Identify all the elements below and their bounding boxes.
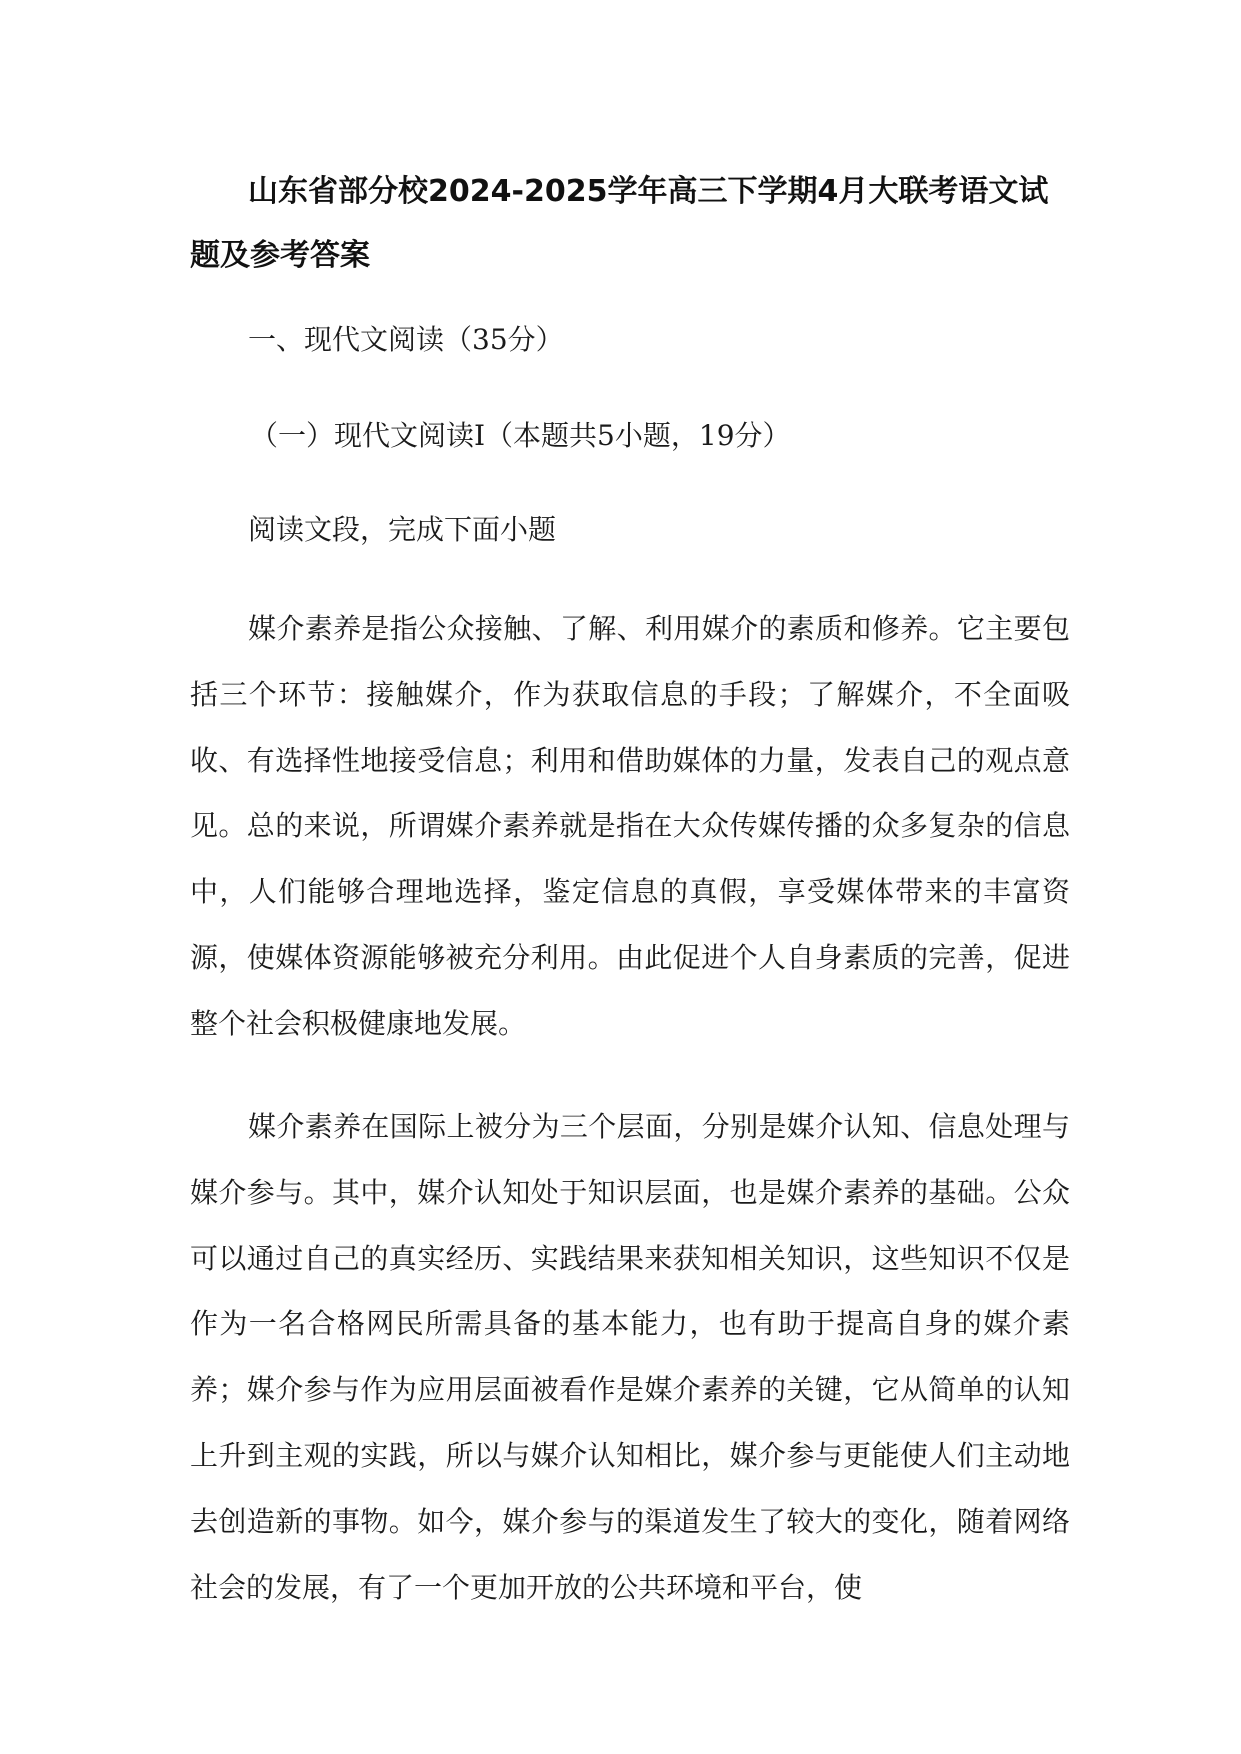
body-paragraph-2: 媒介素养在国际上被分为三个层面，分别是媒介认知、信息处理与媒介参与。其中，媒介认知处于知识层面，也是媒介素养的基础。公众可以通过自己的真实经历、实践结果来获知相关知识，这些知识不仅是作为一名合格网民所需具备的基本能力，也有助于提高自身的媒介素养；媒介参与作为应用层面被看作是媒介素养的关键，它从简单的认知上升到主观的实践，所以与媒介认知相比，媒介参与更能使人们主动地去创造新的事物。如今，媒介参与的渠道发生了较大的变化，随着网络社会的发展，有了一个更加开放的公共环境和平台，使	[190, 1110, 1070, 1604]
section-heading: 一、现代文阅读（35分）	[248, 323, 564, 356]
body-paragraph-1: 媒介素养是指公众接触、了解、利用媒介的素质和修养。它主要包括三个环节：接触媒介，作为获取信息的手段；了解媒介，不全面吸收、有选择性地接受信息；利用和借助媒体的力量，发表自己的观点意见。总的来说，所谓媒介素养就是指在大众传媒传播的众多复杂的信息中，人们能够合理地选择，鉴定信息的真假，享受媒体带来的丰富资源，使媒体资源能够被充分利用。由此促进个人自身素质的完善，促进整个社会积极健康地发展。	[190, 612, 1070, 1040]
reading-instruction: 阅读文段，完成下面小题	[248, 513, 557, 546]
subsection-heading: （一）现代文阅读Ⅰ（本题共5小题，19分）	[250, 419, 791, 452]
document-title: 山东省部分校2024-2025学年高三下学期4月大联考语文试题及参考答案	[190, 174, 1049, 273]
